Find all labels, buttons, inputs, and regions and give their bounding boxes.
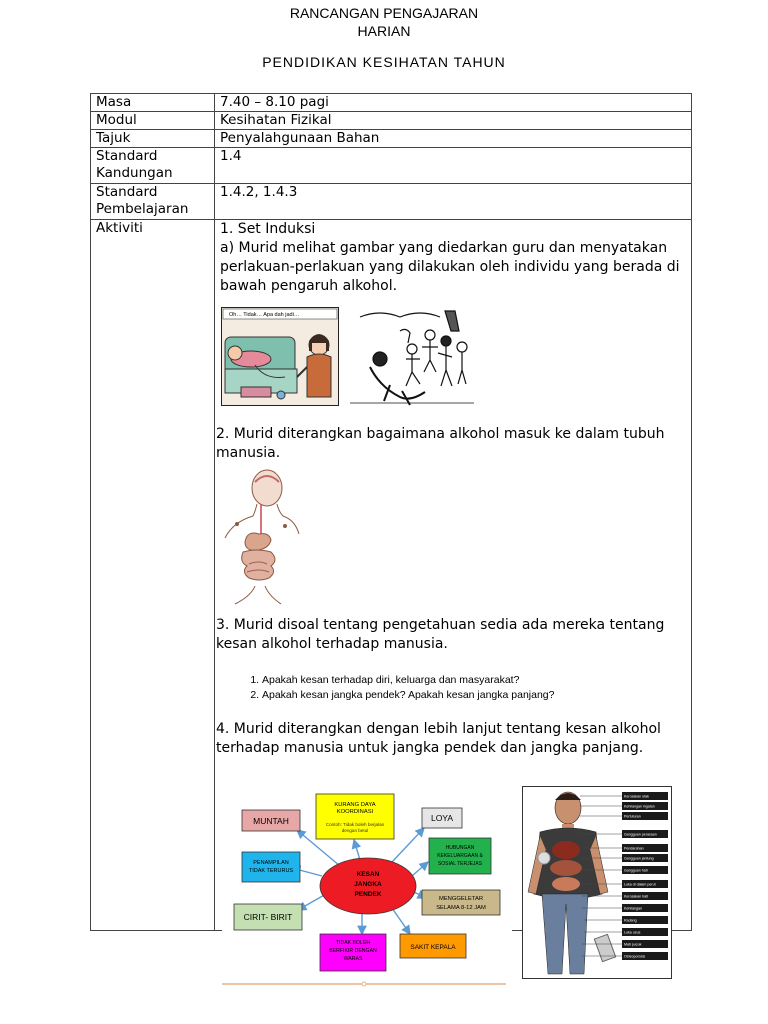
value-standard-pembelajaran: 1.4.2, 1.4.3	[215, 184, 692, 220]
step4-text: 4. Murid diterangkan dengan lebih lanjut tentang kesan alkohol terhadap manusia untuk jangka pendek dan jangka panjang.	[216, 721, 661, 756]
node-center-3: PENDEK	[354, 891, 382, 898]
human-digestive-illustration	[219, 468, 299, 604]
node-kurang-2: KOORDINASI	[336, 809, 374, 815]
doc-title-line3	[0, 54, 768, 70]
body-label-1: Kerosakan otak	[624, 794, 649, 799]
node-menggeletar-box	[422, 890, 500, 915]
step1-title: 1. Set Induksi	[220, 221, 316, 237]
body-label-8: Luka di dalam perut	[624, 882, 656, 887]
doc-title-line3-text: PENDIDIKAN KESIHATAN TAHUN	[262, 54, 506, 70]
step3-block	[216, 616, 686, 654]
row-masa	[91, 94, 692, 112]
body-label-12: Luka usus	[624, 930, 641, 935]
label-masa: Masa	[91, 94, 215, 112]
question-item-1: 1. Apakah kesan terhadap diri, keluarga dan masyarakat?	[262, 673, 702, 688]
crowd-drunk-illustration	[350, 307, 474, 407]
step2-block	[216, 425, 686, 463]
body-label-5: Pendarahan	[624, 846, 644, 851]
body-effects-image	[522, 786, 672, 979]
step3-text: 3. Murid disoal tentang pengetahuan sedia ada mereka tentang kesan alkohol terhadap manusia.	[216, 617, 665, 652]
node-hubungan-2: KEKELUARGAAN &	[437, 853, 483, 859]
body-label-6: Gangguan jantung	[624, 856, 654, 861]
node-kurang-sub: Contoh: Tidak boleh berjalan	[325, 822, 385, 827]
node-hubungan: HUBUNGAN	[445, 845, 475, 851]
value-modul: Kesihatan Fizikal	[215, 112, 692, 130]
node-tidak-boleh-2: BERFIKIR DENGAN	[329, 948, 377, 954]
row-tajuk	[91, 130, 692, 148]
body-effects-illustration	[522, 786, 672, 979]
value-tajuk: Penyalahgunaan Bahan	[215, 130, 692, 148]
comic-drunk-illustration	[221, 307, 339, 406]
label-aktiviti: Aktiviti	[91, 220, 215, 931]
node-sakit: SAKIT KEPALA	[410, 944, 456, 951]
node-hubungan-3: SOSIAL TERJEJAS	[437, 861, 483, 867]
short-term-effects-diagram	[222, 784, 512, 986]
question-item-2: 2. Apakah kesan jangka pendek? Apakah kesan jangka panjang?	[262, 688, 702, 703]
step4-block	[216, 720, 686, 758]
body-label-14: Osteoporosis	[624, 954, 646, 959]
short-term-effects-mindmap	[222, 784, 512, 986]
row-standard-pembelajaran	[91, 184, 692, 220]
body-label-13: Mati pucuk	[624, 942, 642, 947]
node-menggeletar: MENGGELETAR	[438, 896, 484, 902]
node-center: KESAN	[356, 871, 380, 878]
human-digestive-image	[219, 468, 299, 604]
node-kurang-sub-2: dengan betul	[341, 828, 369, 833]
body-label-9: Kerosakan hati	[624, 894, 648, 899]
comic-drunk-image	[221, 307, 339, 406]
body-label-3: Pertuturan	[624, 814, 641, 819]
row-modul	[91, 112, 692, 130]
crowd-drunk-image	[350, 307, 474, 407]
node-tidak-boleh: TIDAK BOLEH	[335, 940, 371, 946]
node-penampilan-2: TIDAK TERURUS	[248, 868, 294, 874]
label-standard-pembelajaran: Standard Pembelajaran	[91, 184, 215, 220]
body-label-11: Radang	[624, 918, 637, 923]
body-label-4: Gangguan perasaan	[624, 832, 657, 837]
step2-text: 2. Murid diterangkan bagaimana alkohol masuk ke dalam tubuh manusia.	[216, 426, 665, 461]
doc-title-line2: HARIAN	[357, 23, 411, 39]
label-modul: Modul	[91, 112, 215, 130]
node-tidak-boleh-3: WARAS	[343, 956, 363, 962]
body-label-7: Gangguan hati	[624, 868, 648, 873]
node-kurang: KURANG DAYA	[334, 802, 376, 808]
label-standard-kandungan: Standard Kandungan	[91, 148, 215, 184]
step1-a: a) Murid melihat gambar yang diedarkan guru dan menyatakan perlakuan-perlakuan yang dilakukan oleh individu yang berada di bawah pengaruh alkohol.	[220, 240, 680, 294]
body-label-10: Kehilangan	[624, 906, 642, 911]
comic-caption: Oh… Tidak… Apa dah jadi…	[229, 312, 300, 318]
node-menggeletar-2: SELAMA 8-12 JAM	[436, 905, 486, 911]
node-penampilan-box	[242, 852, 300, 882]
row-standard-kandungan	[91, 148, 692, 184]
node-cirit: CIRIT- BIRIT	[243, 912, 293, 922]
node-loya: LOYA	[430, 813, 454, 823]
node-center-2: JANGKA	[354, 881, 382, 888]
question-list	[216, 673, 702, 703]
body-label-2: Kehilangan ingatan	[624, 804, 655, 809]
node-muntah: MUNTAH	[253, 816, 289, 826]
node-penampilan: PENAMPILAN	[253, 860, 289, 866]
label-tajuk: Tajuk	[91, 130, 215, 148]
value-standard-kandungan: 1.4	[215, 148, 692, 184]
value-masa: 7.40 – 8.10 pagi	[215, 94, 692, 112]
doc-title-line1: RANCANGAN PENGAJARAN	[289, 5, 479, 21]
